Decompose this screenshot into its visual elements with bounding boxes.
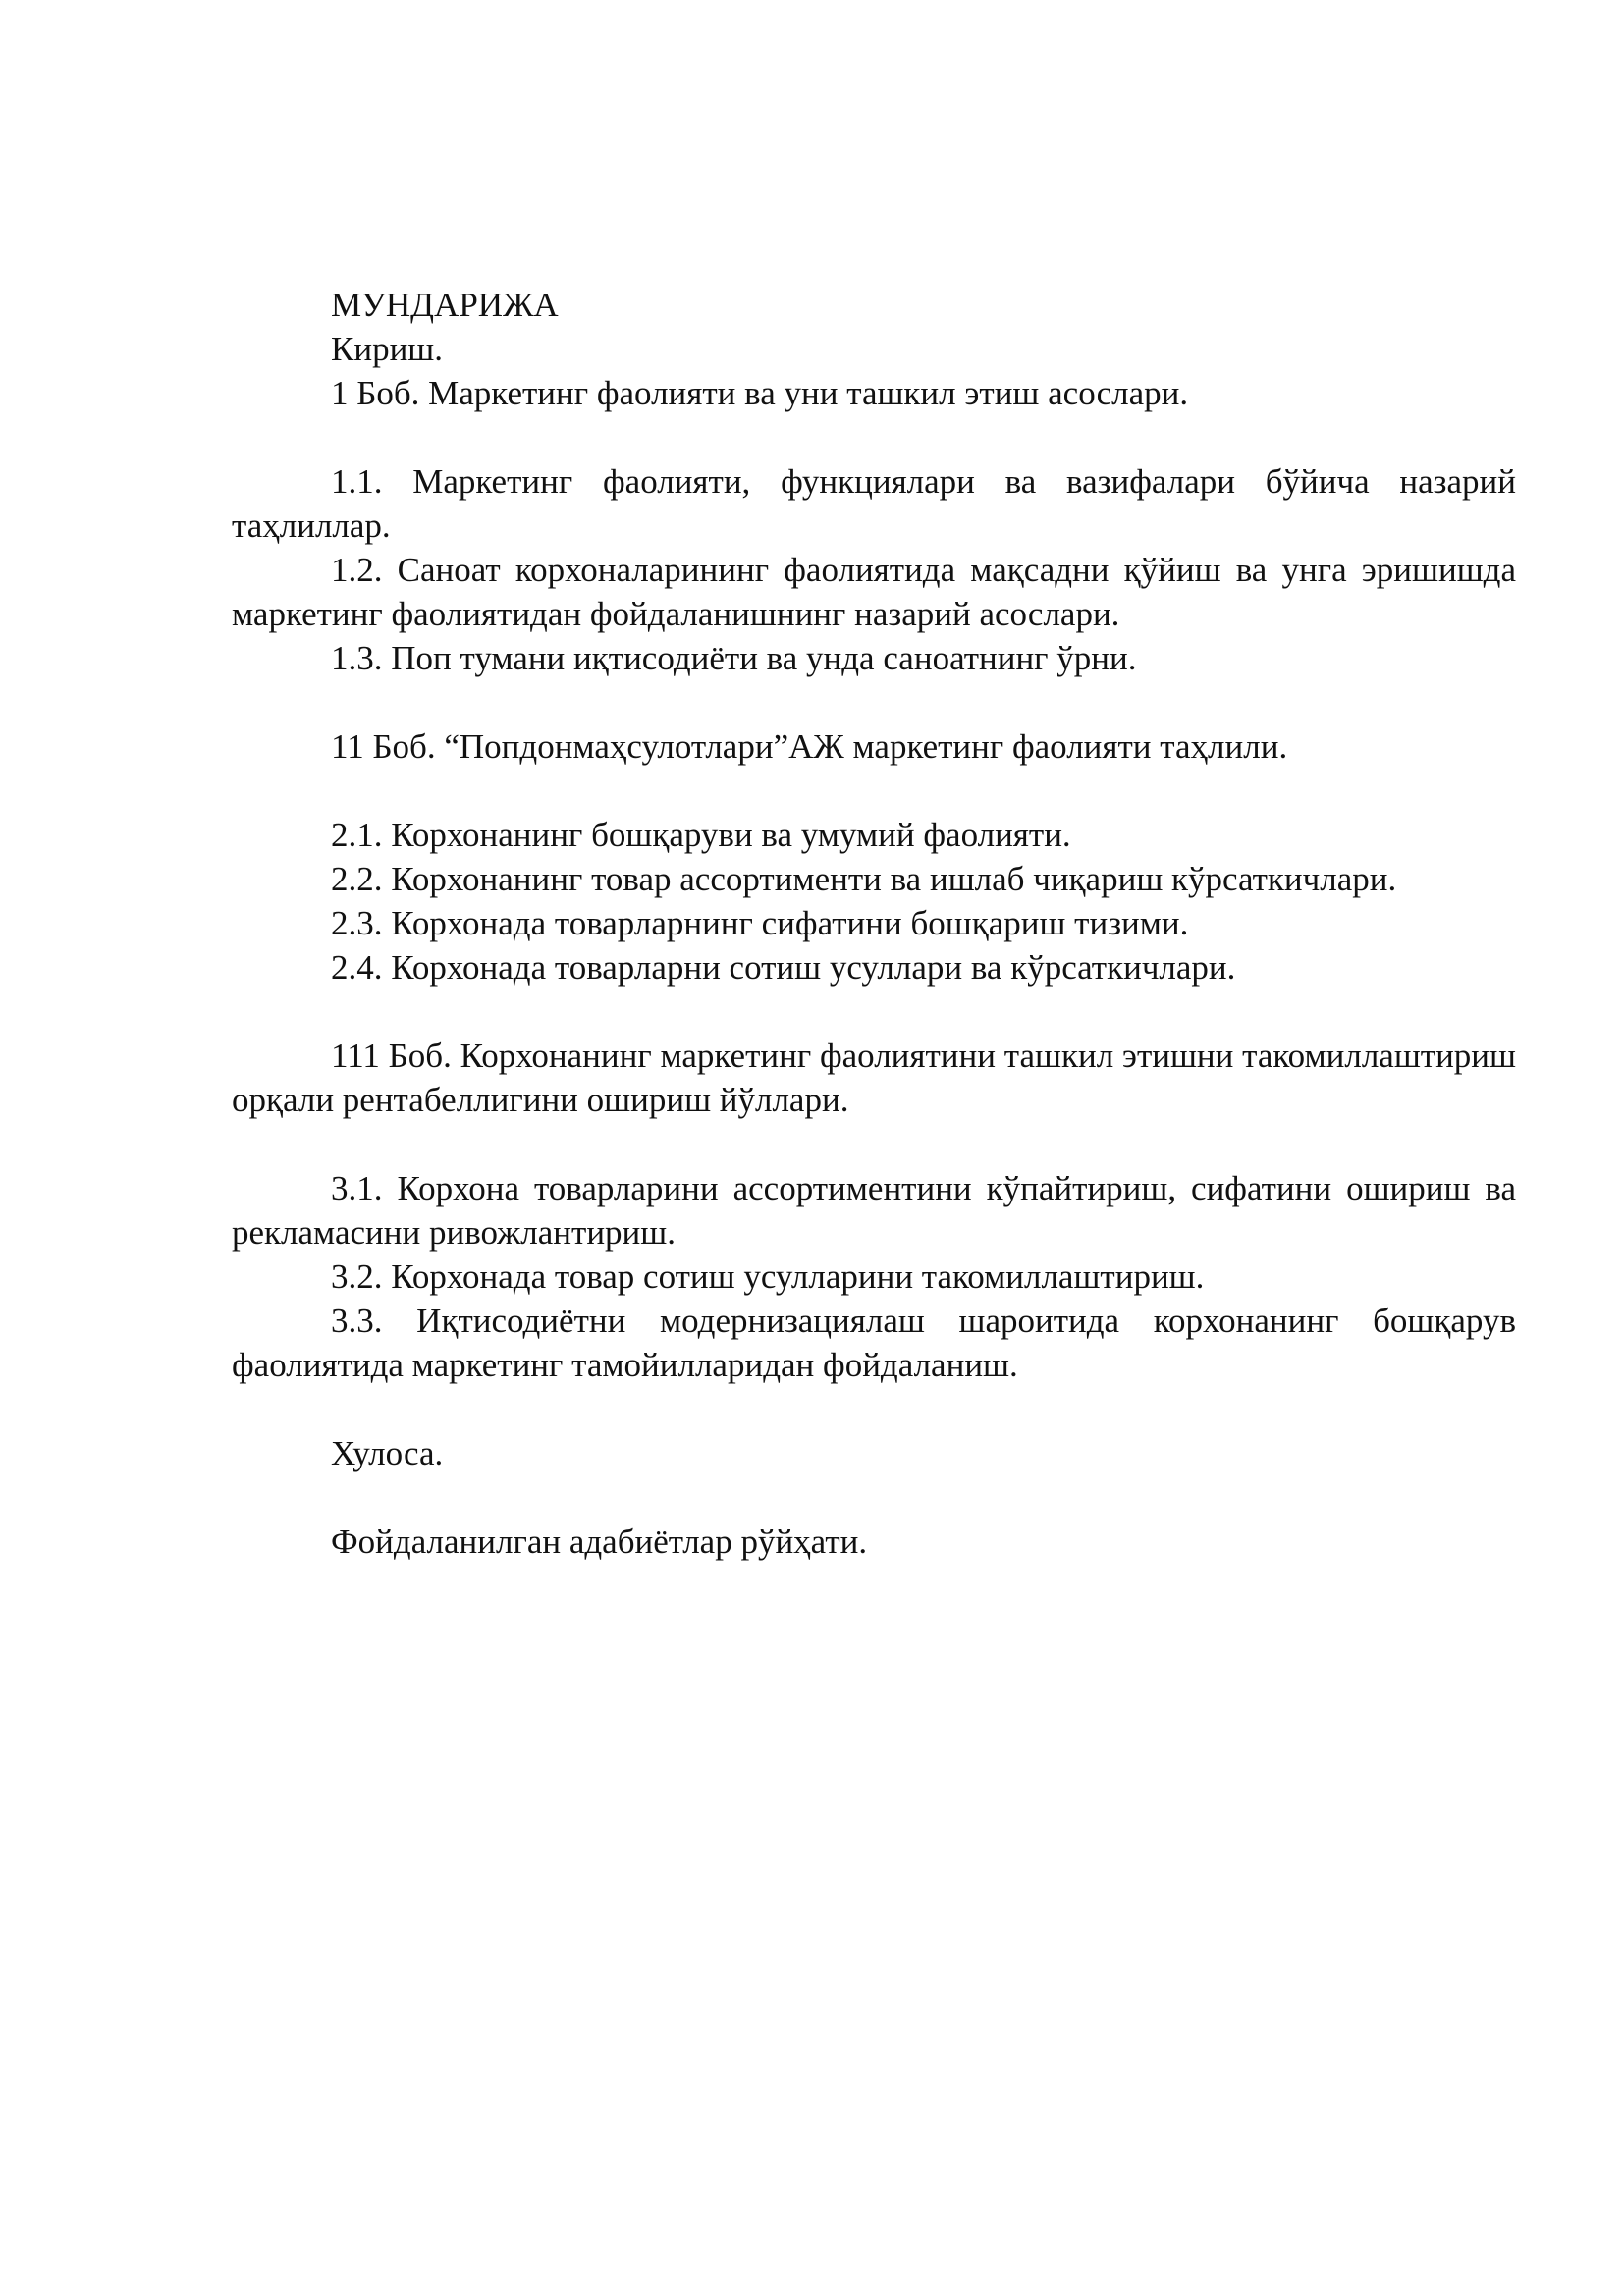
toc-item-2-2: 2.2. Корхонанинг товар ассортименти ва ишлаб чиқариш кўрсаткичлари. bbox=[331, 860, 1397, 898]
toc-references: Фойдаланилган адабиётлар рўйҳати. bbox=[331, 1522, 868, 1561]
chapter-2-heading: 11 Боб. “Попдонмаҳсулотлари”АЖ маркетинг фаолияти таҳлили. bbox=[331, 727, 1288, 766]
toc-item-1-3: 1.3. Поп тумани иқтисодиёти ва унда саноатнинг ўрни. bbox=[331, 639, 1137, 677]
chapter-3-heading: 111 Боб. Корхонанинг маркетинг фаолиятини ташкил этишни такомиллаштириш орқали рентабеллигини ошириш йўллари. bbox=[232, 1037, 1516, 1119]
spacer bbox=[232, 680, 1516, 724]
spacer bbox=[232, 1475, 1516, 1520]
toc-item-3-2: 3.2. Корхонада товар сотиш усулларини такомиллаштириш. bbox=[331, 1257, 1205, 1296]
spacer bbox=[232, 1387, 1516, 1431]
toc-intro: Кириш. bbox=[331, 330, 444, 368]
spacer bbox=[232, 1122, 1516, 1166]
toc-item-3-1: 3.1. Корхона товарларини ассортиментини кўпайтириш, сифатини ошириш ва рекламасини ривожлантириш. bbox=[232, 1169, 1516, 1252]
toc-item-2-3: 2.3. Корхонада товарларнинг сифатини бошқариш тизими. bbox=[331, 904, 1189, 942]
toc-conclusion: Хулоса. bbox=[331, 1434, 444, 1472]
spacer bbox=[232, 989, 1516, 1034]
toc-title: МУНДАРИЖА bbox=[331, 286, 559, 324]
spacer bbox=[232, 769, 1516, 813]
toc-item-2-1: 2.1. Корхонанинг бошқаруви ва умумий фаолияти. bbox=[331, 816, 1071, 854]
toc-item-1-2: 1.2. Саноат корхоналарининг фаолиятида мақсадни қўйиш ва унга эришишда маркетинг фаолиятидан фойдаланишнинг назарий асослари. bbox=[232, 551, 1516, 633]
toc-item-3-3: 3.3. Иқтисодиётни модернизациялаш шароитида корхонанинг бошқарув фаолиятида маркетинг тамойилларидан фойдаланиш. bbox=[232, 1302, 1516, 1384]
toc-item-1-1: 1.1. Маркетинг фаолияти, функциялари ва вазифалари бўйича назарий таҳлиллар. bbox=[232, 462, 1516, 545]
table-of-contents bbox=[232, 283, 1516, 1564]
chapter-1-heading: 1 Боб. Маркетинг фаолияти ва уни ташкил этиш асослари. bbox=[331, 374, 1189, 412]
spacer bbox=[232, 415, 1516, 459]
toc-item-2-4: 2.4. Корхонада товарларни сотиш усуллари ва кўрсаткичлари. bbox=[331, 948, 1236, 987]
